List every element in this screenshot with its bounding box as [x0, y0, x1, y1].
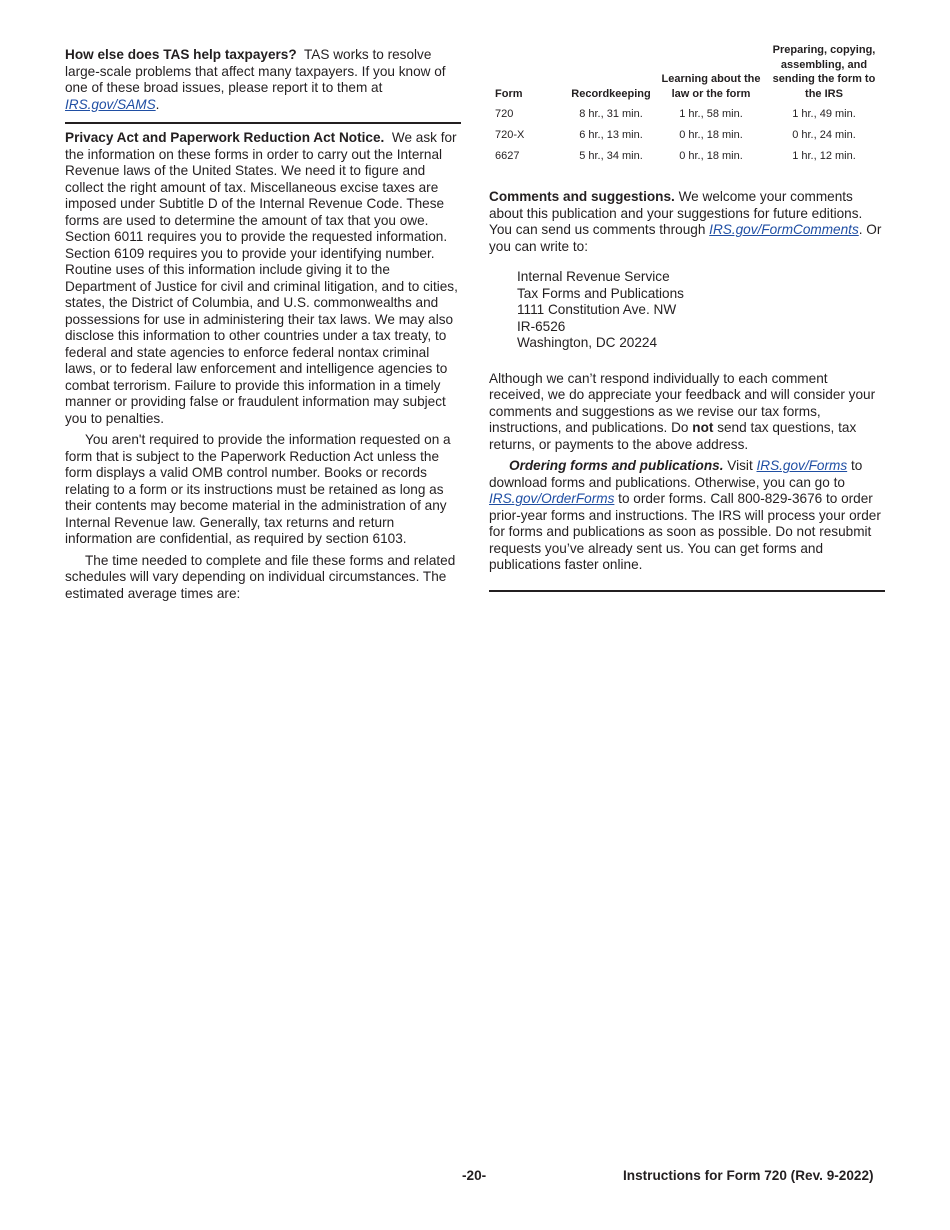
- table-row: [489, 125, 885, 146]
- address-line: Tax Forms and Publications: [517, 285, 684, 301]
- header-preparing: Preparing, copying, assembling, and sending the form to the IRS: [772, 44, 876, 100]
- mailing-address: [489, 269, 885, 352]
- tas-paragraph: [65, 47, 461, 113]
- irs-forms-link[interactable]: IRS.gov/Forms: [756, 458, 848, 474]
- tas-end: .: [155, 96, 160, 112]
- ordering-text-2: to download forms and publications. Otherwise, you can go to: [489, 458, 863, 490]
- header-recordkeeping: Recordkeeping: [571, 87, 651, 100]
- feedback-text-b: send tax questions, tax returns, or payments to the above address.: [489, 420, 857, 452]
- cell-preparing: 1 hr., 49 min.: [792, 108, 856, 121]
- left-column: [65, 47, 461, 602]
- address-line: Washington, DC 20224: [517, 335, 658, 351]
- header-form: Form: [495, 87, 523, 100]
- cell-preparing: 1 hr., 12 min.: [792, 149, 856, 162]
- table-row: [489, 146, 885, 167]
- privacy-paragraph-2: You aren't required to provide the information requested on a form that is subject to the Paperwork Reduction Act unless the form displays a valid OMB control number. Books or records relating to a form or its instructions must be retained as long as their contents may become material in the administration of any Internal Revenue law. Generally, tax returns and return information are confidential, as required by section 6103.: [65, 432, 451, 546]
- irs-order-forms-link[interactable]: IRS.gov/OrderForms: [489, 491, 615, 507]
- ordering-text-3: to order forms. Call 800-829-3676 to order prior-year forms and instructions. The IRS will process your order for forms and publications as soon as possible. Do not resubmit requests you’ve already sent us. You can get forms and publications faster online.: [489, 491, 881, 573]
- cell-learning: 0 hr., 18 min.: [679, 128, 743, 141]
- address-line: 1111 Constitution Ave. NW: [517, 302, 677, 318]
- ordering-text-1: Visit: [727, 458, 753, 474]
- cell-recordkeeping: 6 hr., 13 min.: [579, 128, 643, 141]
- cell-recordkeeping: 8 hr., 31 min.: [579, 108, 643, 121]
- end-divider: [489, 590, 885, 592]
- privacy-heading: Privacy Act and Paperwork Reduction Act Notice.: [65, 130, 385, 145]
- section-divider: [65, 122, 461, 124]
- comments-heading: Comments and suggestions.: [489, 189, 675, 205]
- feedback-text-a: Although we can’t respond individually to each comment received, we do appreciate your feedback and will consider your comments and suggestions as we revise our tax forms, instructions, and publications. Do: [489, 370, 876, 436]
- right-column: [489, 44, 885, 592]
- burden-table: [489, 43, 885, 166]
- comments-text: We welcome your comments about this publication and your suggestions for future editions. You can send us comments through: [489, 189, 863, 238]
- cell-preparing: 0 hr., 24 min.: [792, 128, 856, 141]
- tas-heading: How else does TAS help taxpayers?: [65, 47, 297, 62]
- form-comments-link[interactable]: IRS.gov/FormComments: [709, 222, 859, 238]
- irs-sams-link[interactable]: IRS.gov/SAMS: [65, 96, 156, 112]
- header-learning: Learning about the law or the form: [661, 73, 761, 100]
- ordering-heading: Ordering forms and publications.: [509, 458, 724, 474]
- feedback-not: not: [692, 420, 714, 436]
- comments-paragraph: [489, 189, 885, 255]
- cell-learning: 1 hr., 58 min.: [679, 108, 743, 121]
- tas-text: TAS works to resolve large-scale problems that affect many taxpayers. If you know of one of these broad issues, please report it to them at: [65, 47, 446, 95]
- document-title: Instructions for Form 720 (Rev. 9-2022): [623, 1168, 874, 1183]
- comments-after: . Or you can write to:: [489, 222, 882, 254]
- cell-form: 720-X: [495, 128, 525, 141]
- table-row: [489, 104, 885, 125]
- privacy-paragraph-3: The time needed to complete and file these forms and related schedules will vary depending on individual circumstances. The estimated average times are:: [65, 552, 456, 601]
- feedback-paragraph: [489, 371, 885, 454]
- address-line: Internal Revenue Service: [517, 269, 670, 285]
- privacy-paragraph-1: [65, 130, 461, 427]
- cell-recordkeeping: 5 hr., 34 min.: [579, 149, 643, 162]
- ordering-paragraph: [489, 458, 885, 574]
- privacy-text-1: We ask for the information on these forms in order to carry out the Internal Revenue laws of the United States. We need it to figure and collect the right amount of tax. Miscellaneous excise taxes are imposed under Subtitle D of the Internal Revenue Code. These forms are used to determine the amount of tax that you owe. Section 6011 requires you to provide the requested information. Section 6109 requires you to provide your identifying number. Routine uses of this information include giving it to the Department of Justice for civil and criminal litigation, and to cities, states, the District of Columbia, and U.S. commonwealths and possessions for use in administering their tax laws. We may also disclose this information to other countries under a tax treaty, to federal and state agencies to enforce federal nontax criminal laws, or to federal law enforcement and intelligence agencies to combat terrorism. Failure to provide this information in a timely manner or providing false or fraudulent information may subject you to penalties.: [65, 130, 458, 426]
- cell-form: 720: [495, 108, 514, 121]
- cell-learning: 0 hr., 18 min.: [679, 149, 743, 162]
- page-number: -20-: [462, 1168, 487, 1183]
- address-line: IR-6526: [517, 318, 566, 334]
- cell-form: 6627: [495, 149, 520, 162]
- table-header-row: [489, 43, 885, 104]
